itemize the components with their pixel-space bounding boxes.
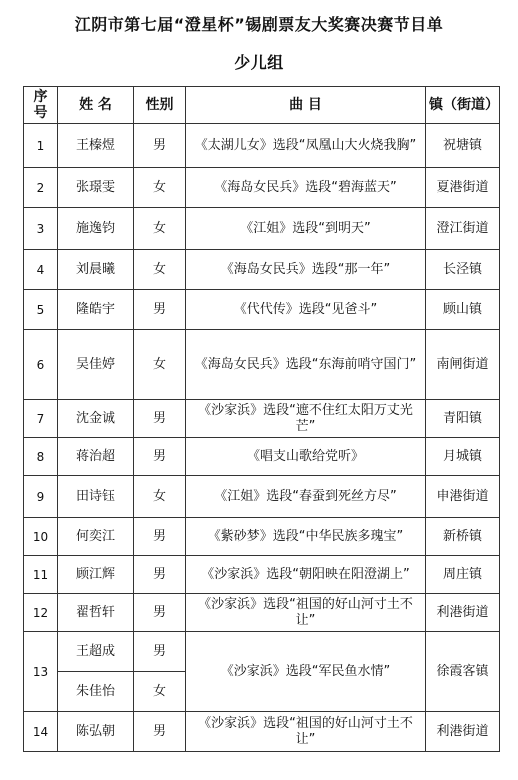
table-row: [24, 330, 500, 400]
performer-town: 月城镇: [426, 438, 500, 476]
row-number: 3: [24, 208, 58, 250]
performer-gender: 男: [134, 400, 186, 438]
row-number: 10: [24, 518, 58, 556]
performer-gender: 男: [134, 124, 186, 168]
piece-title: 《太湖儿女》选段“凤凰山大火烧我胸”: [186, 124, 426, 168]
piece-title: 《海岛女民兵》选段“那一年”: [186, 250, 426, 290]
piece-title: 《沙家浜》选段“祖国的好山河寸土不让”: [186, 594, 426, 632]
performer-gender: 女: [134, 168, 186, 208]
performer-name: 沈金诚: [58, 400, 134, 438]
performer-town: 周庄镇: [426, 556, 500, 594]
row-number: 8: [24, 438, 58, 476]
performer-gender: 男: [134, 632, 186, 672]
piece-title: 《江姐》选段“春蚕到死丝方尽”: [186, 476, 426, 518]
performer-name: 王榛煜: [58, 124, 134, 168]
piece-title: 《海岛女民兵》选段“碧海蓝天”: [186, 168, 426, 208]
header-name: 姓 名: [58, 87, 134, 124]
performer-town: 申港街道: [426, 476, 500, 518]
program-table: [23, 86, 500, 752]
piece-title: 《紫砂梦》选段“中华民族多瑰宝”: [186, 518, 426, 556]
performer-town: 青阳镇: [426, 400, 500, 438]
performer-name: 朱佳怡: [58, 672, 134, 712]
performer-town: 长泾镇: [426, 250, 500, 290]
performer-gender: 女: [134, 250, 186, 290]
table-row: [24, 438, 500, 476]
table-row: [24, 712, 500, 752]
performer-town: 新桥镇: [426, 518, 500, 556]
performer-town: 夏港街道: [426, 168, 500, 208]
piece-title: 《海岛女民兵》选段“东海前哨守国门”: [186, 330, 426, 400]
table-row: [24, 594, 500, 632]
table-row: [24, 168, 500, 208]
header-gender: 性别: [134, 87, 186, 124]
document-title: 江阴市第七届“澄星杯”锡剧票友大奖赛决赛节目单: [74, 15, 444, 34]
table-row: [24, 518, 500, 556]
row-number: 2: [24, 168, 58, 208]
piece-title: 《沙家浜》选段“遮不住红太阳万丈光芒”: [186, 400, 426, 438]
performer-gender: 男: [134, 518, 186, 556]
performer-town: 祝塘镇: [426, 124, 500, 168]
performer-town: 澄江街道: [426, 208, 500, 250]
performer-gender: 女: [134, 208, 186, 250]
performer-name: 王超成: [58, 632, 134, 672]
table-header-row: [24, 87, 500, 124]
performer-town: 利港街道: [426, 594, 500, 632]
performer-gender: 女: [134, 476, 186, 518]
performer-town: 利港街道: [426, 712, 500, 752]
piece-title: 《沙家浜》选段“朝阳映在阳澄湖上”: [186, 556, 426, 594]
row-number: 6: [24, 330, 58, 400]
header-number: 序号: [24, 87, 58, 124]
performer-name: 田诗钰: [58, 476, 134, 518]
performer-gender: 男: [134, 594, 186, 632]
performer-name: 刘晨曦: [58, 250, 134, 290]
performer-name: 陈弘朝: [58, 712, 134, 752]
performer-name: 翟哲轩: [58, 594, 134, 632]
table-row: [24, 250, 500, 290]
performer-name: 蒋治超: [58, 438, 134, 476]
performer-gender: 女: [134, 672, 186, 712]
performer-name: 施逸钧: [58, 208, 134, 250]
row-number: 5: [24, 290, 58, 330]
table-row: [24, 400, 500, 438]
piece-title: 《代代传》选段“见爸斗”: [186, 290, 426, 330]
performer-name: 吴佳婷: [58, 330, 134, 400]
table-row: [24, 632, 500, 672]
performer-gender: 男: [134, 438, 186, 476]
performer-town: 南闸街道: [426, 330, 500, 400]
performer-town: 徐霞客镇: [426, 632, 500, 712]
performer-name: 顾江辉: [58, 556, 134, 594]
row-number: 7: [24, 400, 58, 438]
performer-gender: 女: [134, 330, 186, 400]
performer-town: 顾山镇: [426, 290, 500, 330]
piece-title: 《沙家浜》选段“军民鱼水情”: [186, 632, 426, 712]
row-number: 13: [24, 632, 58, 712]
piece-title: 《唱支山歌给党听》: [186, 438, 426, 476]
header-piece: 曲 目: [186, 87, 426, 124]
performer-name: 张璟雯: [58, 168, 134, 208]
performer-gender: 男: [134, 712, 186, 752]
row-number: 14: [24, 712, 58, 752]
row-number: 12: [24, 594, 58, 632]
performer-gender: 男: [134, 290, 186, 330]
header-town: 镇（街道）: [426, 87, 500, 124]
piece-title: 《江姐》选段“到明天”: [186, 208, 426, 250]
performer-name: 何奕江: [58, 518, 134, 556]
row-number: 4: [24, 250, 58, 290]
table-row: [24, 476, 500, 518]
row-number: 1: [24, 124, 58, 168]
row-number: 9: [24, 476, 58, 518]
piece-title: 《沙家浜》选段“祖国的好山河寸土不让”: [186, 712, 426, 752]
table-row: [24, 124, 500, 168]
performer-name: 隆皓宇: [58, 290, 134, 330]
table-row: [24, 290, 500, 330]
table-row: [24, 208, 500, 250]
group-subtitle: 少儿组: [234, 53, 284, 72]
performer-gender: 男: [134, 556, 186, 594]
table-row: [24, 556, 500, 594]
row-number: 11: [24, 556, 58, 594]
